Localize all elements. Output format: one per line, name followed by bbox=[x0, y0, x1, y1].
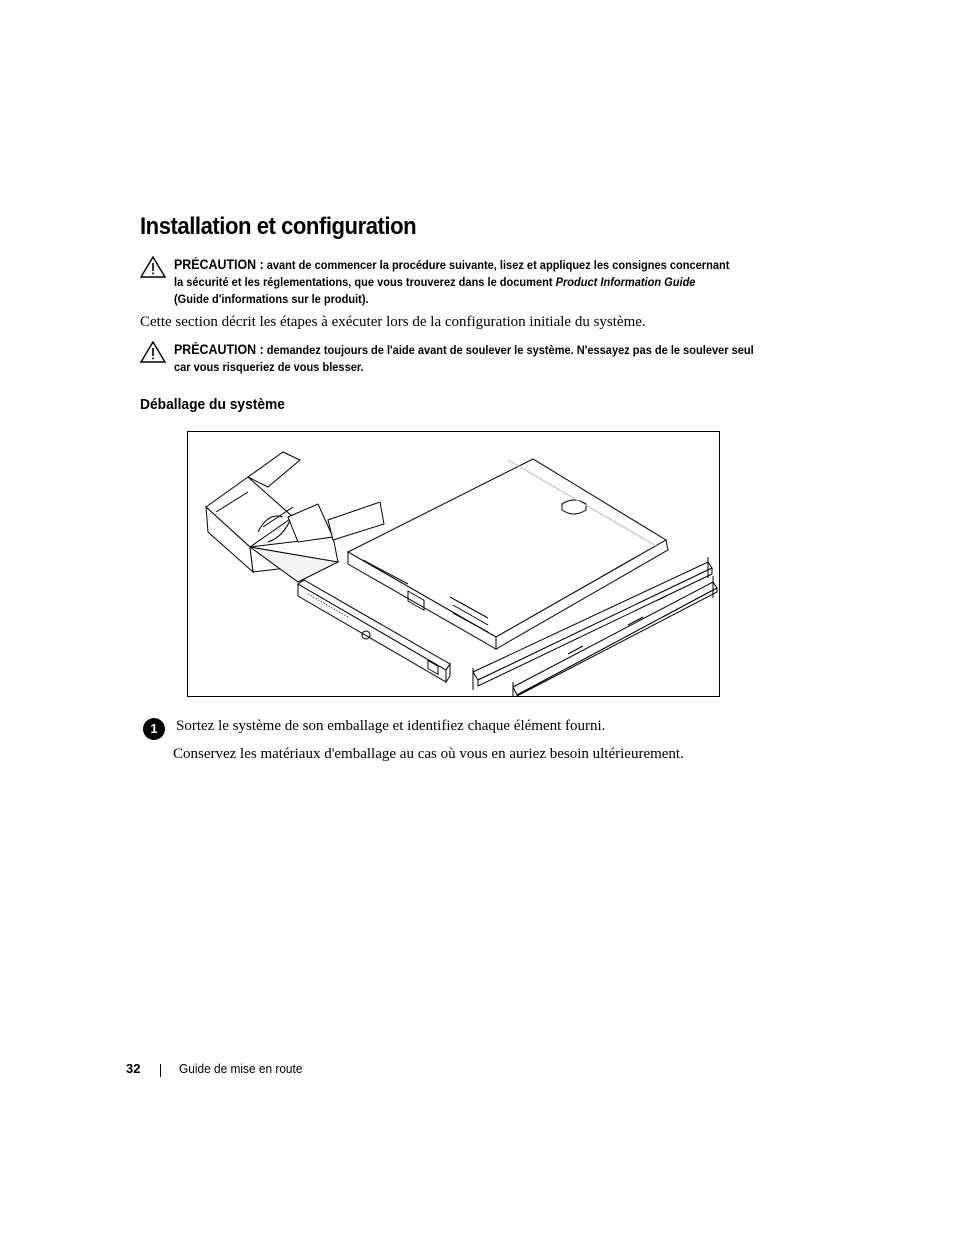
page-number: 32 bbox=[126, 1061, 141, 1076]
caution-line: demandez toujours de l'aide avant de soulever le système. N'essayez pas de le soulever seul bbox=[263, 343, 754, 357]
intro-paragraph: Cette section décrit les étapes à exécuter lors de la configuration initiale du système. bbox=[140, 314, 646, 330]
unpacking-illustration bbox=[187, 431, 720, 697]
step-number-badge: 1 bbox=[143, 718, 165, 740]
document-reference: Product Information Guide bbox=[555, 275, 696, 289]
server-chassis-drawing bbox=[348, 459, 668, 649]
caution-notice-2 bbox=[140, 341, 820, 377]
caution-label: PRÉCAUTION : bbox=[174, 342, 264, 357]
footer-divider bbox=[160, 1064, 161, 1077]
warning-triangle-icon bbox=[140, 256, 166, 278]
caution-label: PRÉCAUTION : bbox=[174, 257, 264, 272]
caution-line: (Guide d'informations sur le produit). bbox=[174, 292, 369, 306]
caution-line: la sécurité et les réglementations, que vous trouverez dans le document bbox=[174, 275, 556, 289]
caution-line: car vous risqueriez de vous blesser. bbox=[174, 360, 364, 374]
step-note: Conservez les matériaux d'emballage au cas où vous en auriez besoin ultérieurement. bbox=[173, 746, 684, 762]
section-heading: Déballage du système bbox=[140, 396, 285, 413]
caution-line: avant de commencer la procédure suivante, lisez et appliquez les consignes concernant bbox=[263, 258, 730, 272]
caution-text-1 bbox=[174, 256, 818, 308]
page-title: Installation et configuration bbox=[140, 213, 417, 240]
warning-triangle-icon bbox=[140, 341, 166, 363]
caution-text-2 bbox=[174, 341, 818, 376]
footer-document-title: Guide de mise en route bbox=[179, 1062, 303, 1076]
caution-notice-1 bbox=[140, 256, 820, 308]
server-unpacking-drawing bbox=[188, 432, 719, 696]
step-instruction: Sortez le système de son emballage et identifiez chaque élément fourni. bbox=[176, 718, 606, 734]
